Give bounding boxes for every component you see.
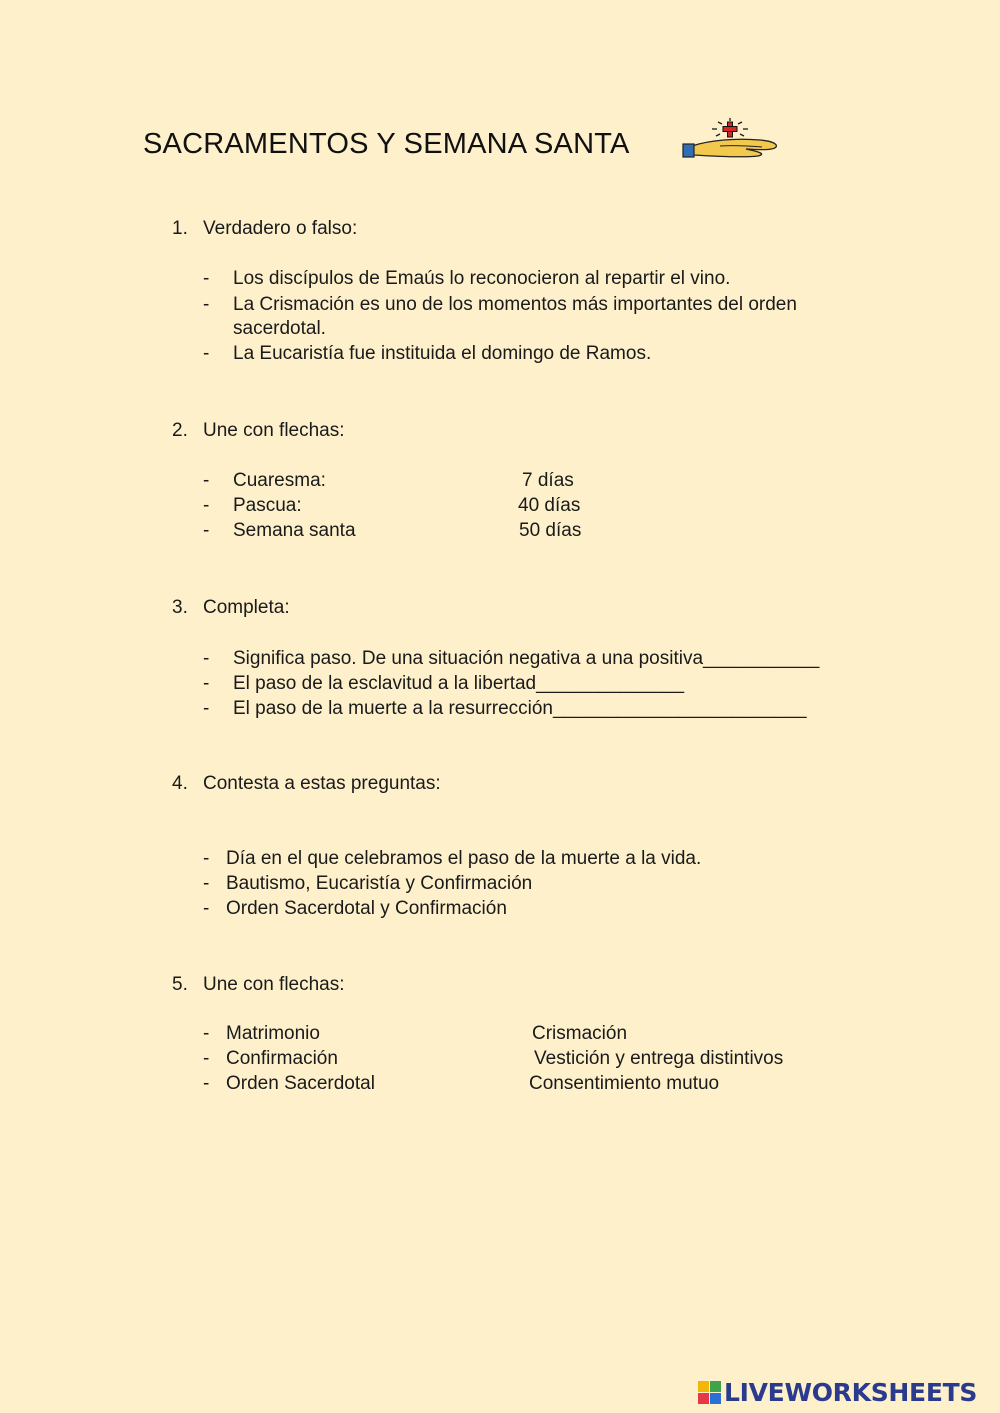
match-right-item: 7 días [522, 470, 574, 491]
question-number: 4. [172, 773, 188, 794]
question-4 [172, 773, 441, 795]
question-5 [172, 974, 345, 996]
match-right-item: Crismación [532, 1023, 628, 1044]
match-right-item: Consentimiento mutuo [529, 1073, 720, 1094]
match-right-item: 40 días [518, 495, 581, 516]
question-heading: Une con flechas: [203, 974, 345, 995]
question-number: 2. [172, 420, 188, 441]
question-2 [172, 420, 345, 442]
question-heading: Une con flechas: [203, 420, 345, 441]
question-number: 3. [172, 597, 188, 618]
question-number: 1. [172, 218, 188, 239]
question-3 [172, 597, 290, 619]
question-1 [172, 218, 357, 240]
match-right-item: 50 días [519, 520, 582, 541]
logo-text: LIVEWORKSHEETS [724, 1378, 978, 1407]
question-number: 5. [172, 974, 188, 995]
page-title: SACRAMENTOS Y SEMANA SANTA [143, 128, 630, 160]
liveworksheets-logo-icon [698, 1381, 721, 1404]
question-heading: Verdadero o falso: [203, 218, 358, 239]
question-heading: Completa: [203, 597, 290, 618]
question-heading: Contesta a estas preguntas: [203, 773, 441, 794]
match-right-item: Vestición y entrega distintivos [534, 1048, 784, 1069]
liveworksheets-logo[interactable] [698, 1378, 977, 1407]
cross-in-hand-icon [680, 116, 780, 162]
